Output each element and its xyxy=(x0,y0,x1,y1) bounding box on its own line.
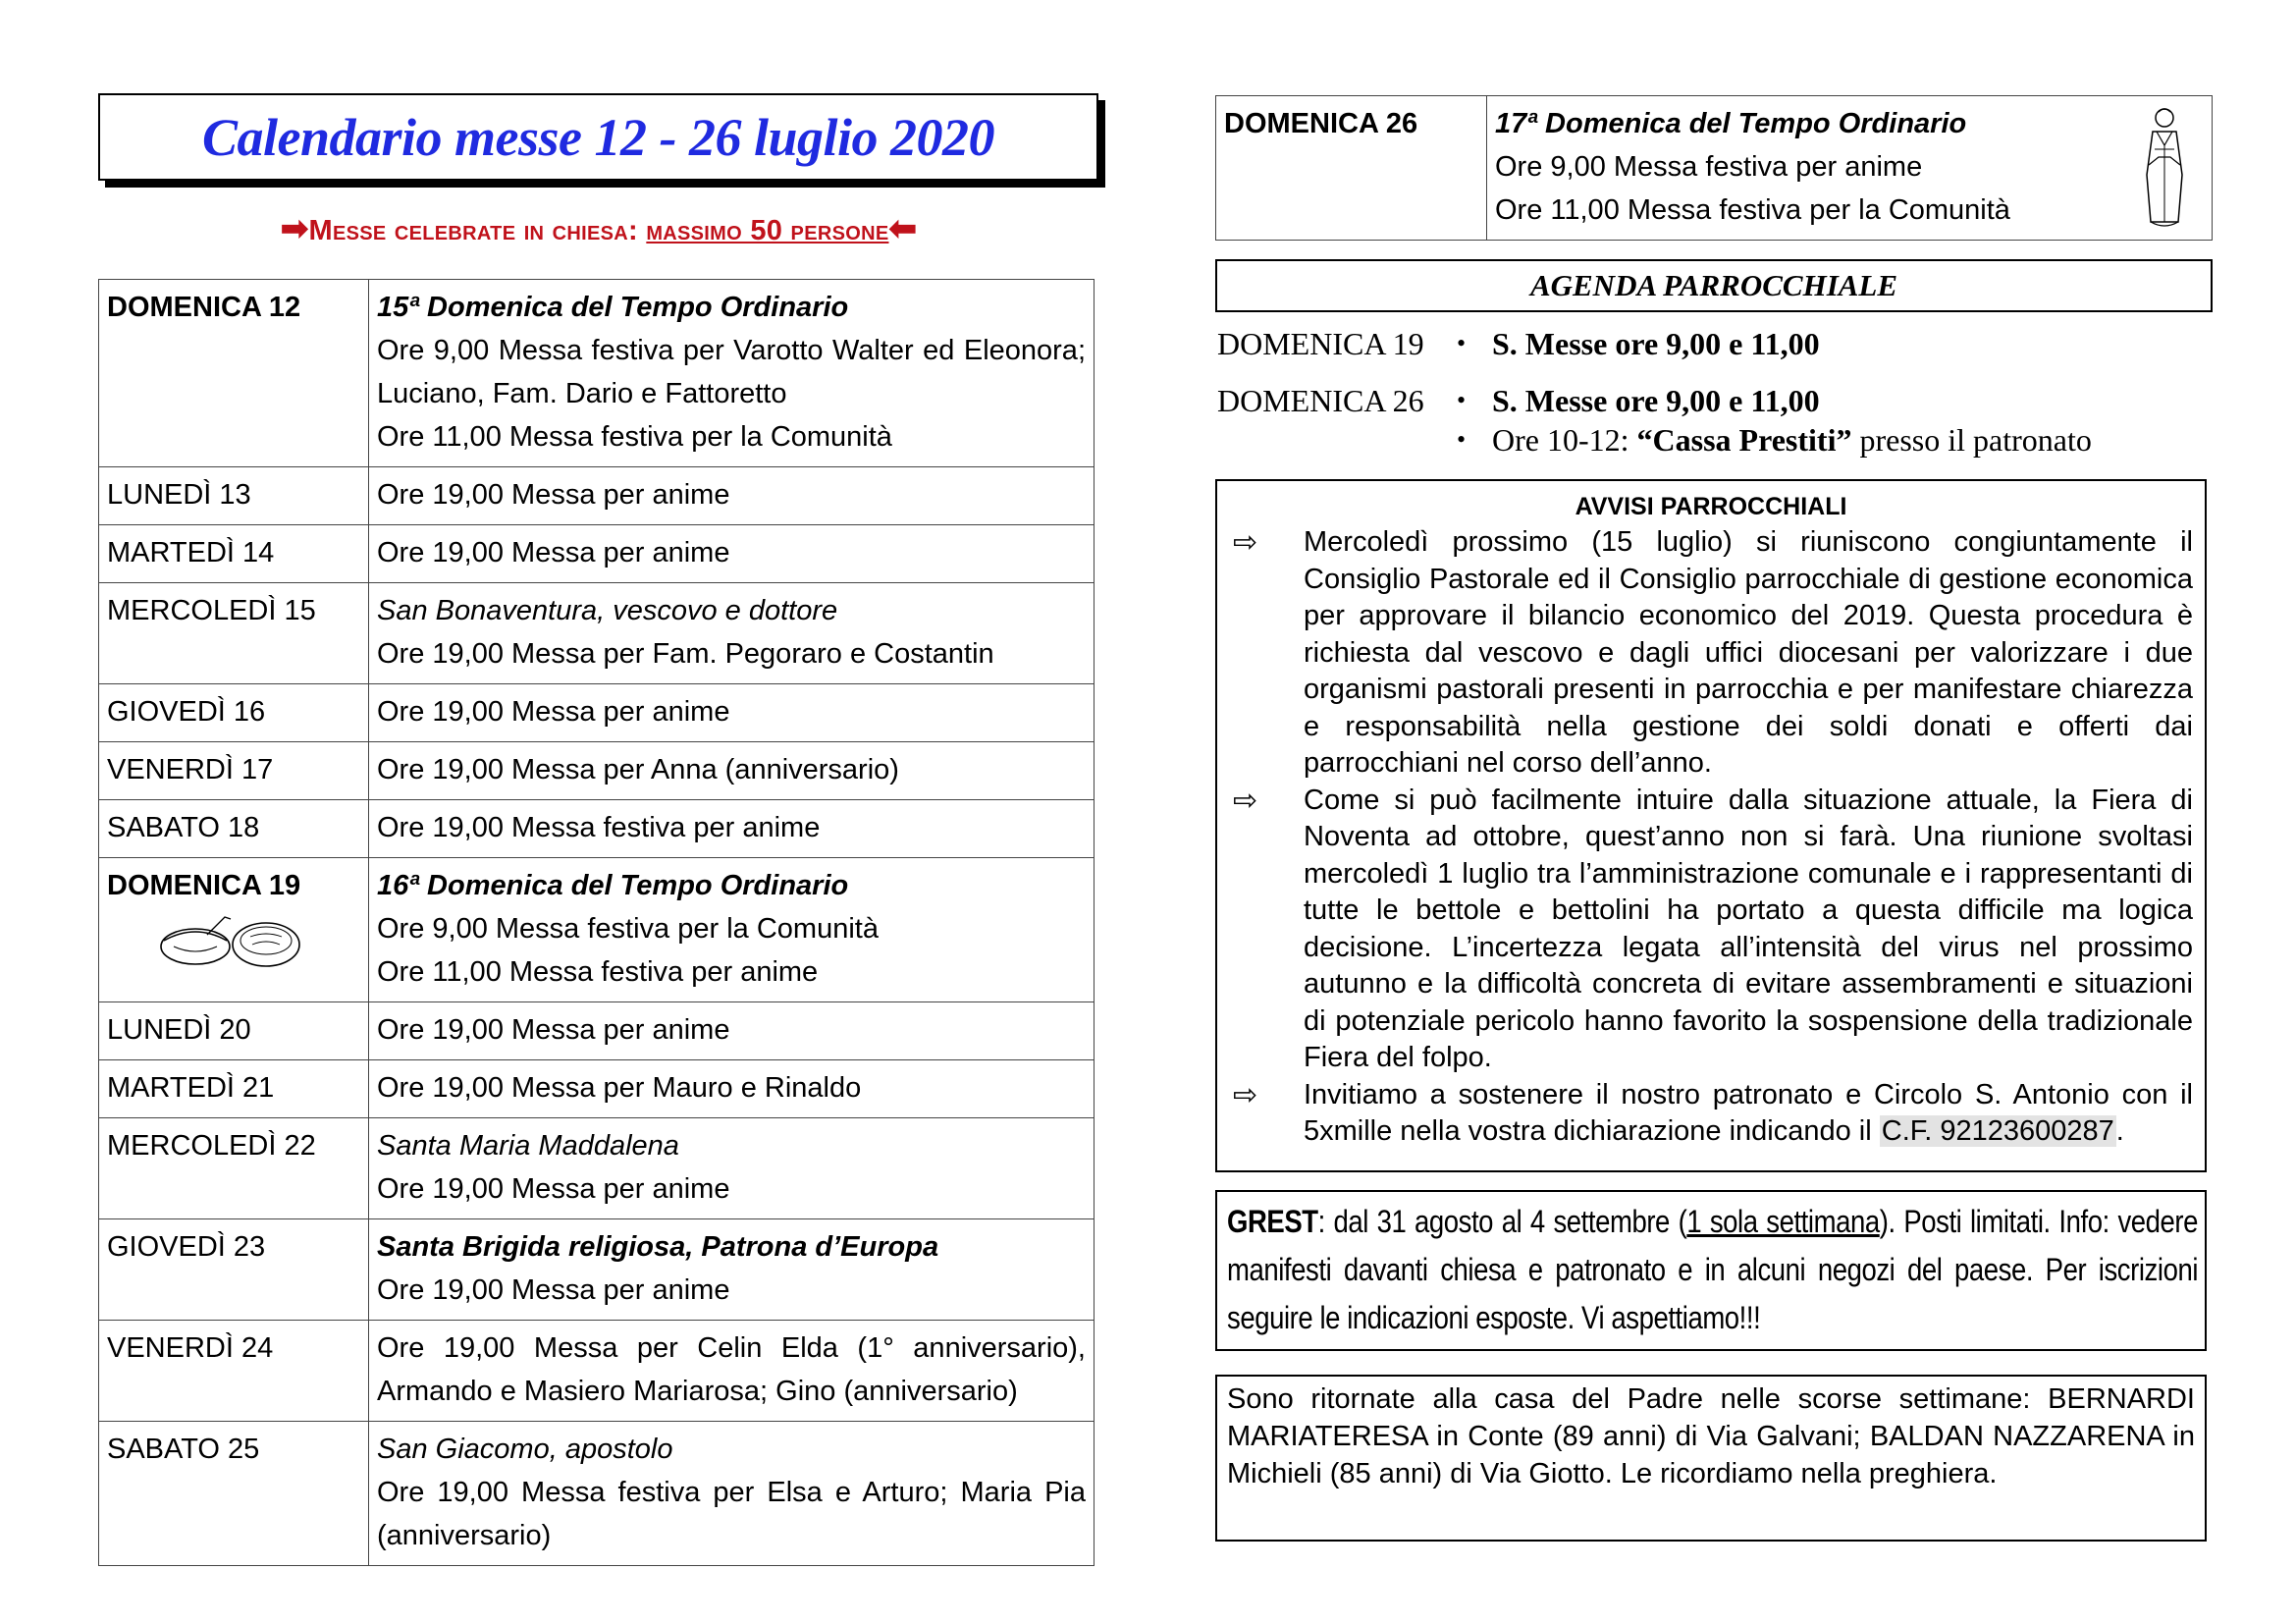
table-row xyxy=(99,1060,1095,1118)
mass-line: Ore 19,00 Messa festiva per anime xyxy=(377,812,821,843)
mass-line: Ore 19,00 Messa per anime xyxy=(377,1014,730,1046)
description-cell xyxy=(369,1118,1095,1219)
mass-line: Ore 19,00 Messa per Celin Elda (1° anniversario), Armando e Masiero Mariarosa; Gino (anniversario) xyxy=(377,1332,1086,1407)
day-label: GIOVEDÌ 23 xyxy=(107,1231,266,1263)
day-label: MERCOLEDÌ 15 xyxy=(107,595,316,626)
notice-item xyxy=(1229,524,2193,783)
description-cell xyxy=(1487,96,2213,241)
day-cell xyxy=(99,1118,369,1219)
table-row xyxy=(99,280,1095,467)
agenda-item-rest: presso il patronato xyxy=(1851,422,2092,458)
sunday-26-table xyxy=(1215,95,2213,241)
description-cell xyxy=(369,858,1095,1002)
description-cell xyxy=(369,583,1095,684)
mass-line: Ore 9,00 Messa festiva per anime xyxy=(1495,151,1923,183)
day-label: DOMENICA 19 xyxy=(107,870,301,901)
day-cell xyxy=(99,1321,369,1422)
liturgical-title: Santa Brigida religiosa, Patrona d’Europa xyxy=(377,1231,939,1263)
description-cell xyxy=(369,684,1095,742)
table-row xyxy=(99,800,1095,858)
day-cell xyxy=(99,525,369,583)
day-cell xyxy=(99,1002,369,1060)
notice-item xyxy=(1229,1077,2193,1151)
day-cell xyxy=(99,467,369,525)
description-cell xyxy=(369,280,1095,467)
grest-box xyxy=(1215,1190,2207,1351)
mass-calendar-table xyxy=(98,279,1095,1566)
day-cell xyxy=(99,684,369,742)
notice-text-end: . xyxy=(2115,1115,2124,1147)
mass-line: Ore 9,00 Messa festiva per Varotto Walter ed Eleonora; Luciano, Fam. Dario e Fattoretto xyxy=(377,335,1086,409)
table-row xyxy=(99,1118,1095,1219)
mass-line: Ore 19,00 Messa per anime xyxy=(377,1274,730,1306)
description-cell xyxy=(369,1422,1095,1566)
description-cell xyxy=(369,742,1095,800)
day-label: SABATO 25 xyxy=(107,1434,260,1465)
arrow-right-icon: ⇨ xyxy=(1233,526,1258,559)
table-row xyxy=(99,1002,1095,1060)
fiscal-code: C.F. 92123600287 xyxy=(1881,1115,2114,1147)
notice-item xyxy=(1229,783,2193,1077)
obituary-box: Sono ritornate alla casa del Padre nelle scorse settimane: BERNARDI MARIATERESA in Conte (89 anni) di Via Galvani; BALDAN NAZZARENA in Michieli (85 anni) di Via Giotto. Le ricordiamo nella preghiera. xyxy=(1215,1375,2207,1542)
grest-text: : dal 31 agosto al 4 settembre ( xyxy=(1317,1204,1687,1239)
day-label: MARTEDÌ 21 xyxy=(107,1072,275,1104)
grest-duration: 1 sola settimana xyxy=(1686,1204,1880,1239)
day-cell xyxy=(99,1219,369,1321)
day-cell xyxy=(99,1060,369,1118)
table-row xyxy=(99,684,1095,742)
liturgical-title: San Bonaventura, vescovo e dottore xyxy=(377,595,838,626)
table-row xyxy=(99,742,1095,800)
day-label: VENERDÌ 24 xyxy=(107,1332,274,1364)
description-cell xyxy=(369,467,1095,525)
arrow-left-icon: ⬅ xyxy=(888,210,918,247)
day-label: SABATO 18 xyxy=(107,812,260,843)
bread-icon xyxy=(156,911,360,972)
notices-title: AVVISI PARROCCHIALI xyxy=(1575,493,1847,520)
liturgical-title: San Giacomo, apostolo xyxy=(377,1434,673,1465)
arrow-right-icon: ⇨ xyxy=(1233,1078,1258,1111)
arrow-right-icon: ⇨ xyxy=(1233,784,1258,817)
mass-line: Ore 19,00 Messa per Anna (anniversario) xyxy=(377,754,899,785)
mass-line: Ore 19,00 Messa per Fam. Pegoraro e Costantin xyxy=(377,638,994,670)
mass-line: Ore 19,00 Messa festiva per Elsa e Arturo; Maria Pia (anniversario) xyxy=(377,1477,1086,1551)
agenda-item-bold: S. Messe ore 9,00 e 11,00 xyxy=(1492,383,1820,418)
notice-text: Invitiamo a sostenere il nostro patronato e Circolo S. Antonio con il 5xmille nella vostra dichiarazione indicando il xyxy=(1304,1078,2193,1147)
liturgical-title: Santa Maria Maddalena xyxy=(377,1130,679,1162)
mass-line: Ore 19,00 Messa per anime xyxy=(377,537,730,568)
day-cell: DOMENICA 26 xyxy=(1216,96,1487,241)
day-label: LUNEDÌ 13 xyxy=(107,479,251,511)
description-cell xyxy=(369,800,1095,858)
day-cell xyxy=(99,583,369,684)
day-label: MERCOLEDÌ 22 xyxy=(107,1130,316,1162)
mass-line: Ore 11,00 Messa festiva per la Comunità xyxy=(377,421,892,453)
mass-line: Ore 19,00 Messa per Mauro e Rinaldo xyxy=(377,1072,862,1104)
priest-icon xyxy=(2135,106,2194,232)
description-cell xyxy=(369,1060,1095,1118)
day-label: MARTEDÌ 14 xyxy=(107,537,275,568)
day-cell xyxy=(99,1422,369,1566)
mass-line: Ore 9,00 Messa festiva per la Comunità xyxy=(377,913,879,945)
agenda-item xyxy=(1492,420,2092,460)
table-row xyxy=(99,1422,1095,1566)
table-row xyxy=(99,525,1095,583)
arrow-right-icon: ➡ xyxy=(280,210,309,247)
day-cell xyxy=(99,280,369,467)
day-label: VENERDÌ 17 xyxy=(107,754,274,785)
liturgical-title: 15ª Domenica del Tempo Ordinario xyxy=(377,292,849,323)
agenda-title: AGENDA PARROCCHIALE xyxy=(1215,259,2213,312)
agenda-list xyxy=(1217,324,2209,477)
page-title-box xyxy=(98,93,1098,181)
mass-line: Ore 11,00 Messa festiva per la Comunità xyxy=(1495,194,2010,226)
table-row xyxy=(99,583,1095,684)
agenda-item-prefix: Ore 10-12: xyxy=(1492,422,1637,458)
description-cell xyxy=(369,525,1095,583)
capacity-notice xyxy=(98,209,1099,248)
day-label: LUNEDÌ 20 xyxy=(107,1014,251,1046)
day-cell xyxy=(99,858,369,1002)
table-row xyxy=(99,1321,1095,1422)
table-row xyxy=(1216,96,2213,241)
mass-line: Ore 19,00 Messa per anime xyxy=(377,1173,730,1205)
table-row xyxy=(99,467,1095,525)
agenda-item xyxy=(1492,324,1820,363)
agenda-row xyxy=(1217,381,2209,460)
day-label: GIOVEDÌ 16 xyxy=(107,696,266,728)
mass-line: Ore 19,00 Messa per anime xyxy=(377,696,730,728)
page-title: Calendario messe 12 - 26 luglio 2020 xyxy=(201,107,995,167)
agenda-item-bold: “Cassa Prestiti” xyxy=(1636,422,1852,458)
day-cell xyxy=(99,742,369,800)
mass-line: Ore 11,00 Messa festiva per anime xyxy=(377,956,819,988)
agenda-row xyxy=(1217,324,2209,363)
table-row xyxy=(99,858,1095,1002)
notices-box xyxy=(1215,479,2207,1172)
description-cell xyxy=(369,1219,1095,1321)
liturgical-title: 16ª Domenica del Tempo Ordinario xyxy=(377,870,849,901)
day-cell xyxy=(99,800,369,858)
capacity-notice-limit: massimo 50 persone xyxy=(646,215,889,246)
notice-text: Come si può facilmente intuire dalla situazione attuale, la Fiera di Noventa ad ottobre, quest’anno non si farà. Una riunione svoltasi mercoledì 1 luglio tra l’amministrazione comunale e i rappresentanti di tutte le bettole e bettolini ha portato a questa difficile ma logica decisione. L’incertezza legata all’intensità del virus nel prossimo autunno e la difficoltà concreta di evitare assembramenti e situazioni di potenziale pericolo hanno favorito la sospensione della tradizionale Fiera del folpo. xyxy=(1304,784,2193,1073)
notice-text: Mercoledì prossimo (15 luglio) si riuniscono congiuntamente il Consiglio Pastorale ed il Consiglio parrocchiale di gestione economica per approvare il bilancio economico del 2019. Questa procedura è richiesta dal vescovo e dagli uffici diocesani per valorizzare i due organismi pastorali presenti in parrocchia e per manifestare chiarezza e responsabilità nella gestione dei soldi donati e offerti dai parrocchiani nel corso dell’anno. xyxy=(1304,526,2193,779)
grest-text-2: ). Posti limitati. Info: vedere manifesti davanti chiesa e patronato e in alcuni negozi del paese. Per iscrizioni seguire le indicazioni esposte. Vi aspettiamo!!! xyxy=(1227,1204,2199,1335)
description-cell xyxy=(369,1002,1095,1060)
capacity-notice-text: Messe celebrate in chiesa: xyxy=(308,215,647,246)
table-row xyxy=(99,1219,1095,1321)
grest-label: GREST xyxy=(1227,1204,1318,1239)
agenda-item xyxy=(1492,381,2092,420)
day-label: DOMENICA 12 xyxy=(107,292,301,323)
liturgical-title: 17ª Domenica del Tempo Ordinario xyxy=(1495,108,1967,139)
agenda-day: DOMENICA 19 xyxy=(1217,326,1424,361)
mass-line: Ore 19,00 Messa per anime xyxy=(377,479,730,511)
agenda-item-bold: S. Messe ore 9,00 e 11,00 xyxy=(1492,326,1820,361)
agenda-day: DOMENICA 26 xyxy=(1217,383,1424,418)
description-cell xyxy=(369,1321,1095,1422)
